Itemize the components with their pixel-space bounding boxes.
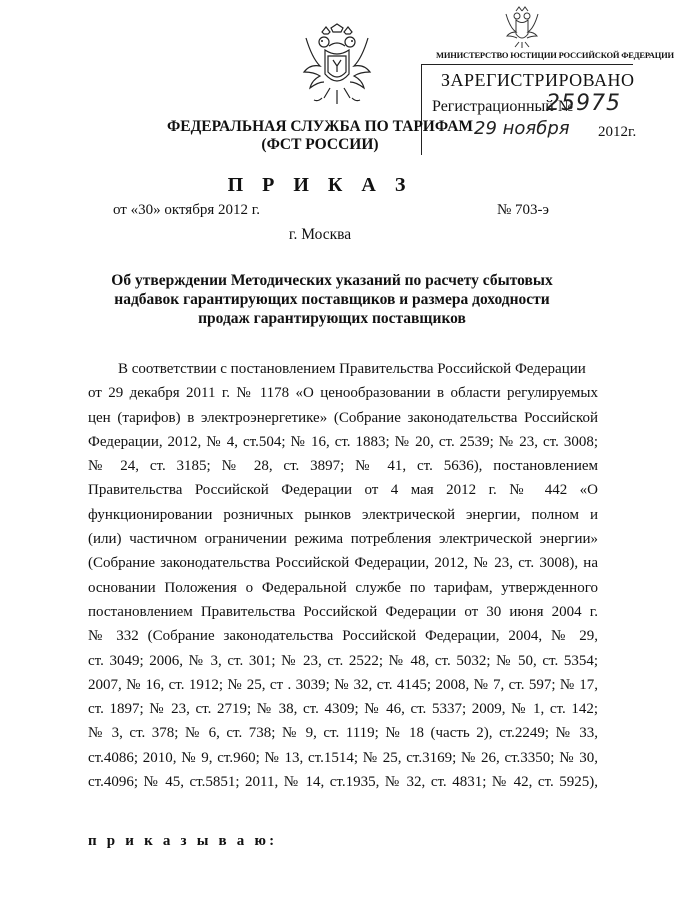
body-line: ст. 1897; № 23, ст. 2719; № 38, ст. 4309; № 46, ст. 5337; 2009, № 1, ст. 142; <box>88 701 598 718</box>
order-date: от «30» октября 2012 г. <box>113 202 260 218</box>
city: г. Москва <box>288 226 352 243</box>
order-operative-word: п р и к а з ы в а ю: <box>88 833 278 849</box>
stamp-year: 2012г. <box>598 124 637 140</box>
stamp-ministry-name: МИНИСТЕРСТВО ЮСТИЦИИ РОССИЙСКОЙ ФЕДЕРАЦИИ <box>436 50 674 60</box>
body-line: от 29 декабря 2011 г. № 1178 «О ценообразовании в области регулируемых <box>88 385 598 402</box>
document-title: П Р И К А З <box>227 174 413 196</box>
body-line: (или) частичном ограничении режима потребления электрической энергии» <box>88 531 598 548</box>
stamp-registered-label: ЗАРЕГИСТРИРОВАНО <box>441 70 635 90</box>
body-line: № 24, ст. 3185; № 28, ст. 3897; № 41, ст. 5636), постановлением <box>88 458 598 475</box>
stamp-emblem-icon <box>503 6 541 48</box>
body-line: Правительства Российской Федерации от 4 мая 2012 г. № 442 «О <box>88 482 598 499</box>
document-body <box>88 357 598 794</box>
stamp-regno-value: 25975 <box>546 91 621 116</box>
body-line: ст. 3049; 2006, № 3, ст. 301; № 23, ст. 2522; № 48, ст. 5032; № 50, ст. 5354; <box>88 652 598 669</box>
body-line: (Собрание законодательства Российской Федерации, 2012, № 23, ст. 3008), на <box>88 555 598 572</box>
body-line: № 3, ст. 378; № 6, ст. 738; № 9, ст. 1119; № 18 (часть 2), ст.2249; № 33, <box>88 725 598 742</box>
body-line: Федерации, 2012, № 4, ст.504; № 16, ст. 1883; № 20, ст. 2539; № 23, ст. 3008; <box>88 433 598 450</box>
order-number: № 703-э <box>497 202 549 218</box>
agency-abbreviation: (ФСТ РОССИИ) <box>261 136 379 153</box>
body-line: В соответствии с постановлением Правительства Российской Федерации <box>118 361 586 377</box>
agency-name: ФЕДЕРАЛЬНАЯ СЛУЖБА ПО ТАРИФАМ <box>166 118 474 135</box>
document-subject: Об утверждении Методических указаний по расчету сбытовых надбавок гарантирующих поставщиков и размера доходности продаж гарантирующих поставщиков <box>111 272 553 327</box>
body-line: 2007, № 16, ст. 1912; № 25, ст . 3039; № 32, ст. 4145; 2008, № 7, ст. 597; № 17, <box>88 676 598 693</box>
coat-of-arms-icon <box>300 24 374 108</box>
body-line: функционировании розничных рынков электрической энергии, полном и <box>88 506 598 523</box>
body-line: ст.4096; № 45, ст.5851; 2011, № 14, ст.1935, № 32, ст. 4831; № 42, ст. 5925), <box>88 774 598 791</box>
body-line: постановлением Правительства Российской Федерации от 30 июня 2004 г. <box>88 603 598 620</box>
body-line: основании Положения о Федеральной службе по тарифам, утвержденного <box>88 579 598 596</box>
body-line: ст.4086; 2010, № 9, ст.960; № 13, ст.1514; № 25, ст.3169; № 26, ст.3350; № 30, <box>88 749 598 766</box>
stamp-handwritten-date: 29 ноября <box>474 118 570 139</box>
body-line: № 332 (Собрание законодательства Российской Федерации, 2004, № 29, <box>88 628 598 645</box>
stamp-regno-label: Регистрационный № <box>432 98 574 115</box>
body-line: цен (тарифов) в электроэнергетике» (Собрание законодательства Российской <box>88 409 598 426</box>
